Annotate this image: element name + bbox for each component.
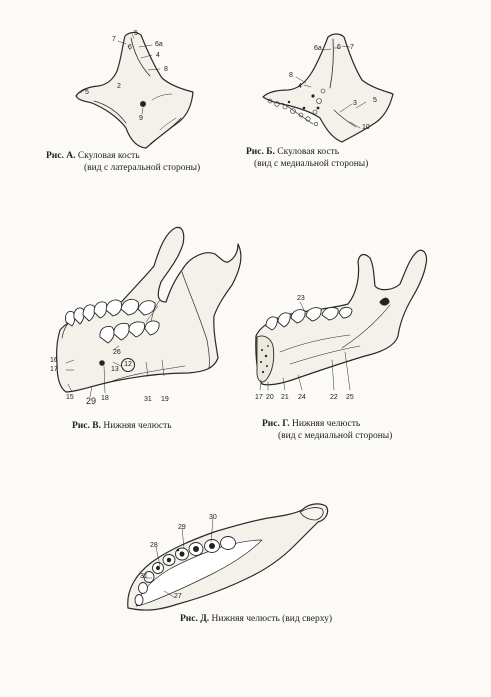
figure-e-label: 29 (178, 524, 186, 531)
figure-e-label: 28 (150, 542, 158, 549)
figure-c-label: 31 (144, 396, 152, 403)
figure-a-caption (46, 151, 200, 174)
figure-b-zygomatic-medial-drawing (263, 34, 393, 142)
figure-e-label: 27 (174, 593, 182, 600)
figure-c-label: 18 (101, 395, 109, 402)
figure-b-label: 8 (289, 72, 293, 79)
figure-d-label: 25 (346, 394, 354, 401)
figure-c-caption (72, 421, 172, 433)
figure-c-label: 16 (50, 357, 58, 364)
figure-d-label: 20 (266, 394, 274, 401)
figure-d-label: 23 (297, 295, 305, 302)
figure-b-label: 5 (373, 97, 377, 104)
figure-c-label: 19 (161, 396, 169, 403)
figure-a-caption-name: Скуловая кость (77, 151, 140, 161)
figure-d-label: 22 (330, 394, 338, 401)
figure-e-caption-name: Нижняя челюсть (вид сверху) (211, 614, 333, 624)
figure-a-label: 2 (117, 83, 121, 90)
figure-a-label: 6a (155, 41, 163, 48)
figure-a-caption-title: Рис. А. (46, 151, 76, 161)
figure-a-label: 4 (156, 52, 160, 59)
figure-c-caption-title: Рис. В. (72, 421, 101, 431)
figure-c-label: 15 (66, 394, 74, 401)
figure-e-label: 31 (140, 573, 148, 580)
figure-b-label: 4 (298, 83, 302, 90)
figure-a-label: 5 (134, 30, 138, 37)
figure-b-caption (246, 147, 368, 170)
figure-d-label: 21 (281, 394, 289, 401)
figure-b-label: 3 (353, 100, 357, 107)
figure-d-caption-name: Нижняя челюсть (291, 419, 361, 429)
figure-d-caption-note: (вид с медиальной стороны) (278, 430, 393, 441)
figure-c-label: 17 (50, 366, 58, 373)
figure-a-zygomatic-lateral-drawing (76, 32, 193, 148)
figure-b-label: 6 (337, 44, 341, 51)
figure-d-label: 17 (255, 394, 263, 401)
figure-b-label: 6a (314, 45, 322, 52)
figure-c-label: 29 (86, 396, 97, 406)
figure-c-label: 26 (113, 349, 121, 356)
figure-a-label: 7 (112, 36, 116, 43)
figure-b-label: 10 (362, 124, 370, 131)
figure-c-label: 13 (111, 366, 119, 373)
figure-d-caption (262, 419, 392, 442)
figure-e-caption (180, 614, 332, 626)
figure-d-caption-title: Рис. Г. (262, 419, 290, 429)
figure-b-caption-note: (вид с медиальной стороны) (254, 158, 369, 169)
figure-b-caption-name: Скуловая кость (277, 147, 340, 157)
figure-b-label: 7 (350, 44, 354, 51)
figure-c-caption-name: Нижняя челюсть (103, 421, 172, 431)
figure-e-mandible-superior-drawing (128, 504, 328, 610)
figure-d-label: 24 (298, 394, 306, 401)
figure-a-label: 9 (139, 115, 143, 122)
figure-a-label: 5 (85, 89, 89, 96)
figure-a-label: 6 (128, 44, 132, 51)
figure-e-caption-title: Рис. Д. (180, 614, 210, 624)
figure-a-label: 8 (164, 66, 168, 73)
figure-b-caption-title: Рис. Б. (246, 147, 275, 157)
figure-a-caption-note: (вид с латеральной стороны) (84, 162, 201, 173)
figure-c-label-circled: 12 (121, 358, 135, 372)
figure-e-label: 30 (209, 514, 217, 521)
